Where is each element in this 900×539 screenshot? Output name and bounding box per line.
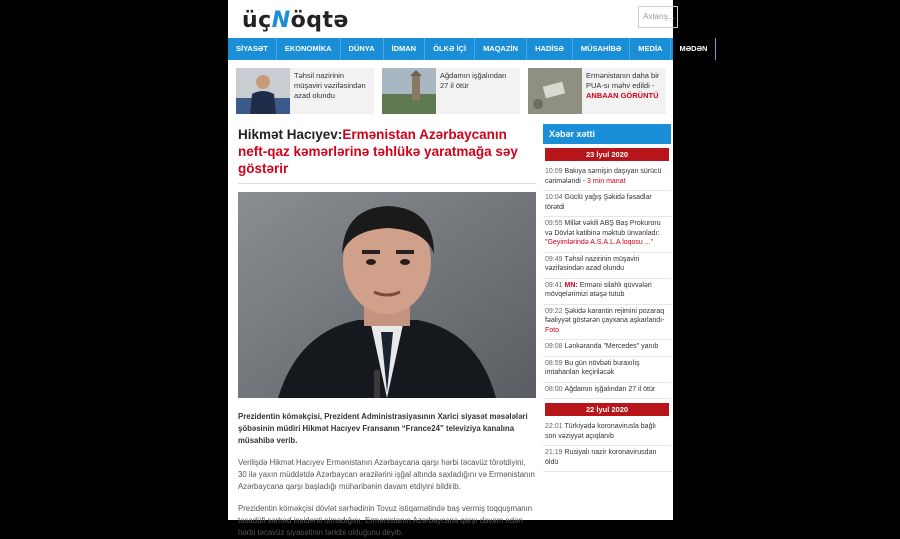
news-highlight: "Geyimlərində A.S.A.L.A loqosu ..." <box>545 239 654 246</box>
news-item[interactable] <box>543 279 671 305</box>
nav-item[interactable]: MƏDƏN <box>671 38 716 60</box>
nav-item[interactable]: HADİSƏ <box>527 38 573 60</box>
news-item[interactable] <box>543 165 671 191</box>
news-text: Şəkidə karantin rejimini pozaraq fəaliyyət göstərən çayxana aşkarlandı- <box>545 307 665 324</box>
news-text: Təhsil nazirinin müşaviri vəzifəsindən azad olundu <box>545 255 640 272</box>
news-time: 08:59 <box>545 359 563 367</box>
teaser-thumbnail <box>382 68 436 114</box>
nav-item[interactable]: MAQAZİN <box>475 38 527 60</box>
news-time: 09:08 <box>545 343 563 350</box>
article-paragraph: Verilişdə Hikmət Hacıyev Ermənistanın Azərbaycana qarşı hərbi təcavüz törətdiyini, 30 ilə yaxın müddətdə Azərbaycan ərazilərini işğal altında saxladığını və Ermənistanın Azərbaycana qarşı başladığı müharibənin davam etdiyini bildirib. <box>238 458 535 491</box>
news-item[interactable] <box>543 446 671 472</box>
news-time: 09:49 <box>545 255 563 263</box>
news-feed-sidebar <box>543 124 671 472</box>
teaser-thumbnail <box>236 68 290 114</box>
news-item[interactable] <box>543 217 671 253</box>
news-item[interactable] <box>543 253 671 279</box>
article-lead: Prezidentin köməkçisi, Prezident Administrasiyasının Xarici siyasət məsələləri şöbəsinin müdiri Hikmət Hacıyev Fransanın “France24” televiziya kanalına müsahibə verib. <box>238 412 528 445</box>
news-text: Erməni silahlı qüvvələri mövqelərimizi atəşə tutub <box>545 281 652 298</box>
news-page <box>228 0 708 537</box>
teaser-card[interactable] <box>382 68 520 114</box>
date-header: 22 İyul 2020 <box>545 403 669 416</box>
nav-item[interactable]: MEDİA <box>630 38 671 60</box>
teaser-card[interactable] <box>236 68 374 114</box>
news-text: Türkiyədə koronavirusla bağlı son vəziyyət açıqlanıb <box>545 423 656 440</box>
news-text: Lənkəranda "Mercedes" yanıb <box>564 343 659 350</box>
news-item[interactable] <box>543 383 671 400</box>
nav-item[interactable]: MÜSAHİBƏ <box>573 38 630 60</box>
news-feed-list <box>543 420 671 472</box>
teaser-text: Ağdamın işğalından 27 il ötür <box>440 71 507 90</box>
nav-item[interactable]: DÜNYA <box>341 38 384 60</box>
nav-item[interactable]: SİYASƏT <box>228 38 277 60</box>
news-time: 22:01 <box>545 423 563 430</box>
news-time: 09:41 <box>545 281 563 289</box>
teaser-text: Ermənistanın daha bir PUA-sı məhv edildi - ANBAAN GÖRÜNTÜ <box>586 71 660 100</box>
logo-text-prefix: üç <box>242 8 272 33</box>
news-item[interactable] <box>543 357 671 383</box>
news-text: Bakıya sərnişin daşıyan sürücü cərimələndi - <box>545 168 662 185</box>
news-text: Bu gün növbəti buraxılış imtahanları keçiriləcək <box>545 359 640 376</box>
news-highlight: 3 min manat <box>585 177 626 185</box>
date-header: 23 İyul 2020 <box>545 148 669 161</box>
news-time: 10:09 <box>545 168 563 175</box>
news-text: Ağdamın işğalından 27 il ötür <box>564 385 656 393</box>
news-item[interactable] <box>543 191 671 217</box>
logo-mark: N <box>271 8 291 33</box>
site-header <box>228 0 673 38</box>
news-time: 21:19 <box>545 449 563 456</box>
news-text: Güclü yağış Şəkidə fəsadlar törətdi <box>545 194 652 211</box>
teaser-thumbnail <box>528 68 582 114</box>
article-title[interactable]: Hikmət Hacıyev:Ermənistan Azərbaycanın neft-qaz kəmərlərinə təhlükə yaratmağa səy göstərir <box>238 126 536 184</box>
news-time: 09:55 <box>545 220 563 227</box>
top-teasers <box>236 68 681 116</box>
news-item[interactable] <box>543 340 671 357</box>
news-item[interactable] <box>543 305 671 341</box>
nav-item[interactable]: İDMAN <box>384 38 426 60</box>
main-article <box>238 126 536 539</box>
news-time: 10:04 <box>545 194 563 201</box>
news-time: 08:00 <box>545 385 563 393</box>
nav-item[interactable]: ÖLKƏ İÇİ <box>425 38 475 60</box>
news-text: Rusiyalı nazir koronavirusdan öldü <box>545 449 657 466</box>
news-text: Millət vəkili ABŞ Baş Prokuroru və Dövlət katibinə məktub ünvanladı: <box>545 220 661 237</box>
teaser-text: Təhsil nazirinin müşaviri vəzifəsindən azad olundu <box>294 71 366 100</box>
article-photo <box>238 192 536 398</box>
main-nav <box>228 38 708 60</box>
teaser-card[interactable] <box>528 68 666 114</box>
news-prefix: MN: <box>564 281 578 289</box>
site-logo[interactable] <box>242 8 349 33</box>
news-feed-list <box>543 165 671 399</box>
news-time: 09:22 <box>545 307 563 315</box>
nav-item[interactable]: EKONOMİKA <box>277 38 341 60</box>
logo-text-suffix: öqtə <box>290 8 349 33</box>
news-feed-title: Xəbər xətti <box>543 124 671 144</box>
news-item[interactable] <box>543 420 671 446</box>
search-input[interactable]: Axtarış... <box>638 6 678 28</box>
news-highlight: Foto <box>545 326 560 334</box>
article-paragraph: Prezidentin köməkçisi dövlət sərhədinin Tovuz istiqamətində baş vermiş toqquşmanın təsadüfi sərhəd insidenti olmadığını, Ermənistanın Azərbaycana qarşı davam edən hərbi təcavüz siyasətinin tərkibi olduğunu deyib. <box>238 504 533 537</box>
